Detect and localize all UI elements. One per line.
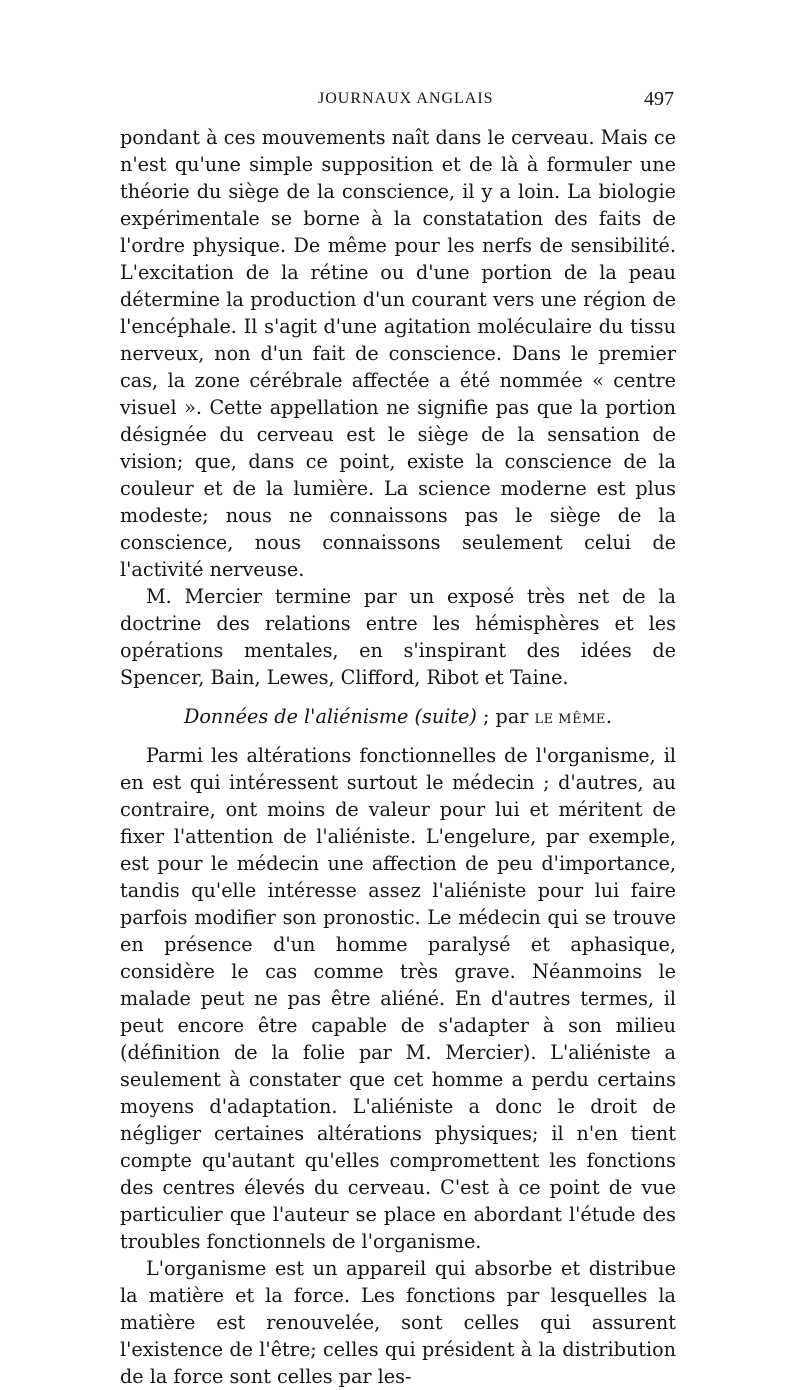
- paragraph-1: pondant à ces mouvements naît dans le cerveau. Mais ce n'est qu'une simple supposition et de là à formuler une théorie du siège de la conscience, il y a loin. La biologie expérimentale se borne à la constatation des faits de l'ordre physique. De même pour les nerfs de sensibilité. L'excitation de la rétine ou d'une portion de la peau détermine la production d'un courant vers une région de l'encéphale. Il s'agit d'une agitation moléculaire du tissu nerveux, non d'un fait de conscience. Dans le premier cas, la zone cérébrale affectée a été nommée « centre visuel ». Cette appellation ne signifie pas que la portion désignée du cerveau est le siège de la sensation de vision; que, dans ce point, existe la conscience de la couleur et de la lumière. La science moderne est plus modeste; nous ne connaissons pas le siège de la conscience, nous connaissons seulement celui de l'activité nerveuse.: [120, 126, 676, 581]
- paragraph-4: L'organisme est un appareil qui absorbe et distribue la matière et la force. Les fonctions par lesquelles la matière est renouvelée, sont celles qui assurent l'existence de l'être; celles qui président à la distribution de la force sont celles par les-: [120, 1257, 676, 1388]
- section-author: LE MÊME: [534, 712, 606, 727]
- book-page: [120, 88, 676, 1390]
- running-head: [120, 88, 676, 124]
- paragraph-3: Parmi les altérations fonctionnelles de l'organisme, il en est qui intéressent surtout le médecin ; d'autres, au contraire, ont moins de valeur pour lui et méritent de fixer l'attention de l'aliéniste. L'engelure, par exemple, est pour le médecin une affection de peu d'importance, tandis qu'elle intéresse assez l'aliéniste pour lui faire parfois modifier son pronostic. Le médecin qui se trouve en présence d'un homme paralysé et aphasique, considère le cas comme très grave. Néanmoins le malade peut ne pas être aliéné. En d'autres termes, il peut encore être capable de s'adapter à son milieu (définition de la folie par M. Mercier). L'aliéniste a seulement à constater que cet homme a perdu certains moyens d'adaptation. L'aliéniste a donc le droit de négliger certaines altérations physiques; il n'en tient compte qu'autant qu'elles compromettent les fonctions des centres élevés du cerveau. C'est à ce point de vue particulier que l'auteur se place en abordant l'étude des troubles fonctionnels de l'organisme.: [120, 744, 676, 1253]
- running-title: JOURNAUX ANGLAIS: [318, 90, 494, 107]
- page-number: 497: [644, 88, 674, 110]
- section-separator: ; par: [476, 705, 535, 728]
- section-title: Données de l'aliénisme (suite): [183, 705, 477, 728]
- section-heading: [120, 704, 676, 733]
- section-end: .: [605, 705, 612, 728]
- paragraph-2: M. Mercier termine par un exposé très net de la doctrine des relations entre les hémisphères et les opérations mentales, en s'inspirant des idées de Spencer, Bain, Lewes, Clifford, Ribot et Taine.: [120, 585, 676, 689]
